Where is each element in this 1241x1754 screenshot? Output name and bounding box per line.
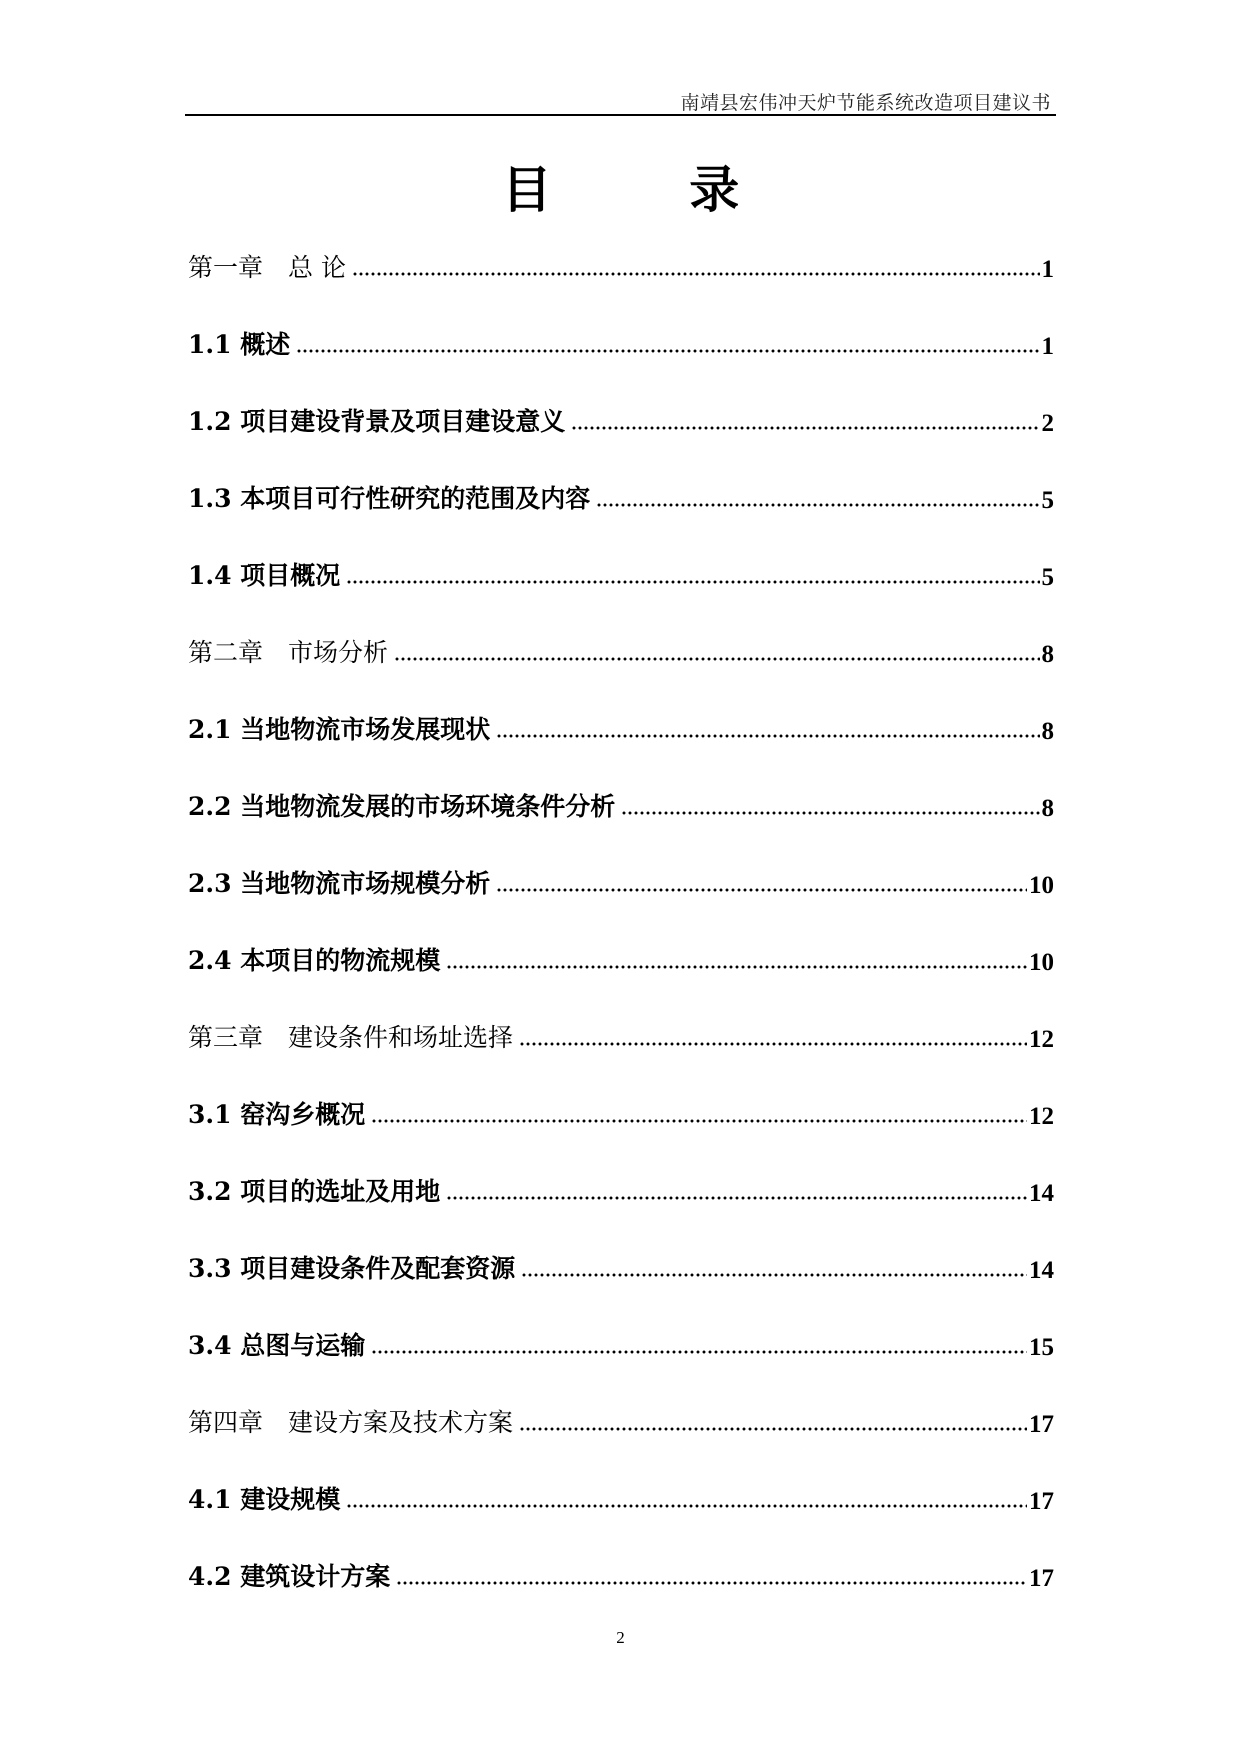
toc-entry-page: 8 [1041, 718, 1054, 745]
dot-leader [371, 1118, 1027, 1124]
toc-entry[interactable] [188, 1014, 1054, 1054]
toc-entry[interactable] [188, 1553, 1054, 1593]
toc-entry[interactable] [188, 321, 1054, 361]
toc-entry-label: 2.3 当地物流市场规模分析 [188, 869, 491, 898]
toc-entry-page: 1 [1041, 333, 1054, 360]
toc-entry-page: 17 [1029, 1411, 1054, 1438]
toc-entry-page: 12 [1029, 1103, 1054, 1130]
toc-entry-label: 1.1 概述 [188, 330, 291, 359]
toc-entry[interactable] [188, 1476, 1054, 1516]
dot-leader [571, 425, 1039, 431]
dot-leader [352, 271, 1040, 277]
toc-entry-page: 10 [1029, 949, 1054, 976]
dot-leader [394, 656, 1039, 662]
toc-entry-page: 1 [1041, 256, 1054, 283]
toc-entry[interactable] [188, 475, 1054, 515]
toc-entry[interactable] [188, 1091, 1054, 1131]
toc-entry[interactable] [188, 1245, 1054, 1285]
toc-entry-label: 第一章 总 论 [188, 253, 346, 282]
dot-leader [496, 887, 1027, 893]
toc-entry-page: 15 [1029, 1334, 1054, 1361]
toc-entry-page: 8 [1041, 641, 1054, 668]
toc-entry[interactable] [188, 398, 1054, 438]
toc-entry-label: 4.2 建筑设计方案 [188, 1562, 391, 1591]
toc-entry-label: 3.2 项目的选址及用地 [188, 1177, 441, 1206]
toc-entry-page: 8 [1041, 795, 1054, 822]
toc-entry-label: 4.1 建设规模 [188, 1485, 341, 1514]
toc-entry-page: 17 [1029, 1565, 1054, 1592]
dot-leader [371, 1349, 1027, 1355]
toc-entry-label: 1.2 项目建设背景及项目建设意义 [188, 407, 566, 436]
toc-entry-page: 14 [1029, 1180, 1054, 1207]
dot-leader [519, 1426, 1027, 1432]
dot-leader [446, 1195, 1027, 1201]
toc-entry-label: 第四章 建设方案及技术方案 [188, 1408, 514, 1437]
dot-leader [519, 1041, 1027, 1047]
dot-leader [521, 1272, 1027, 1278]
toc-entry[interactable] [188, 552, 1054, 592]
toc-entry-label: 1.4 项目概况 [188, 561, 341, 590]
toc-entry[interactable] [188, 1322, 1054, 1362]
toc-entry-page: 14 [1029, 1257, 1054, 1284]
toc-entry[interactable] [188, 1168, 1054, 1208]
toc-entry[interactable] [188, 1399, 1054, 1439]
toc-entry-label: 2.1 当地物流市场发展现状 [188, 715, 491, 744]
toc-title: 目 录 [501, 161, 800, 219]
toc-entry-label: 第三章 建设条件和场址选择 [188, 1023, 514, 1052]
toc-entry-label: 第二章 市场分析 [188, 638, 389, 667]
toc-entry-page: 17 [1029, 1488, 1054, 1515]
toc-entry[interactable] [188, 629, 1054, 669]
toc-entry-page: 2 [1041, 410, 1054, 437]
toc-entry-label: 3.1 窑沟乡概况 [188, 1100, 366, 1129]
dot-leader [621, 810, 1039, 816]
dot-leader [596, 502, 1039, 508]
toc-entry[interactable] [188, 860, 1054, 900]
dot-leader [346, 1503, 1027, 1509]
toc-entry[interactable] [188, 783, 1054, 823]
toc-entry-label: 1.3 本项目可行性研究的范围及内容 [188, 484, 591, 513]
toc-entry-label: 3.4 总图与运输 [188, 1331, 366, 1360]
toc-entry-label: 3.3 项目建设条件及配套资源 [188, 1254, 516, 1283]
dot-leader [446, 964, 1027, 970]
header-divider [185, 114, 1056, 116]
toc-entry[interactable] [188, 937, 1054, 977]
toc-entry[interactable] [188, 244, 1054, 284]
toc-entry-page: 12 [1029, 1026, 1054, 1053]
toc-entry[interactable] [188, 706, 1054, 746]
toc-entry-page: 10 [1029, 872, 1054, 899]
dot-leader [396, 1580, 1027, 1586]
dot-leader [496, 733, 1039, 739]
page-number: 2 [616, 1628, 625, 1647]
toc-entry-label: 2.4 本项目的物流规模 [188, 946, 441, 975]
toc-entry-page: 5 [1041, 564, 1054, 591]
running-header: 南靖县宏伟冲天炉节能系统改造项目建议书 [680, 92, 1051, 114]
dot-leader [296, 348, 1039, 354]
dot-leader [346, 579, 1039, 585]
toc-entry-label: 2.2 当地物流发展的市场环境条件分析 [188, 792, 616, 821]
toc-entry-page: 5 [1041, 487, 1054, 514]
